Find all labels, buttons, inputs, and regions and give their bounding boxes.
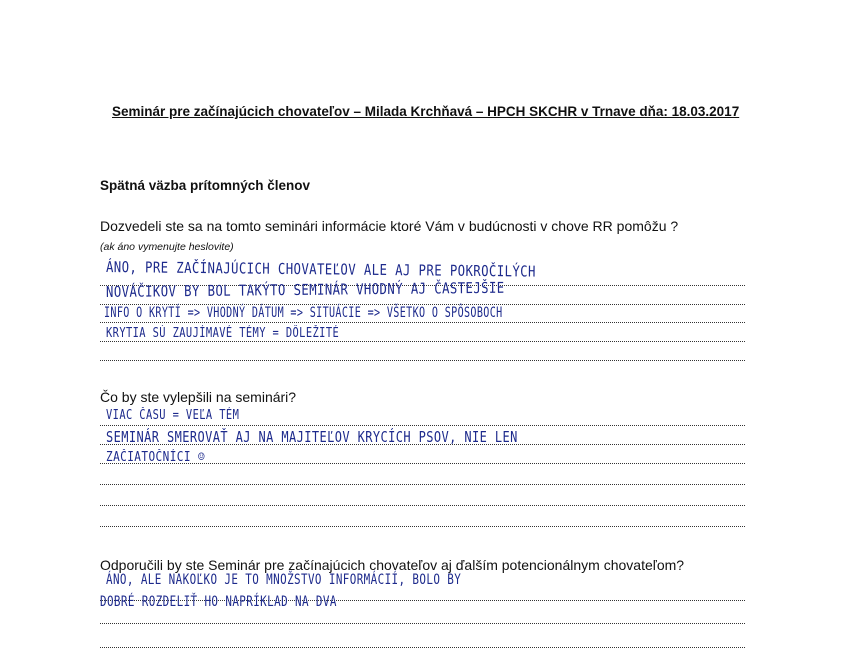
- answer-line: [100, 623, 745, 624]
- question-1-hint: (ak áno vymenujte heslovite): [100, 241, 234, 253]
- handwritten-answer-3-line-1: ÁNO, ALE NAKOĽKO JE TO MNOŽSTVO INFORMÁCIÍ, BOLO BY: [106, 572, 462, 588]
- answer-line: [100, 425, 745, 426]
- section-heading: Spätná väzba prítomných členov: [100, 178, 311, 193]
- question-3-text: Odporučili by ste Seminár pre začínajúcich chovateľov aj ďalším potencionálnym chovateľom?: [100, 557, 685, 573]
- answer-line: [100, 322, 745, 323]
- answer-line: [100, 341, 745, 342]
- question-1-text: Dozvedeli ste sa na tomto seminári informácie ktoré Vám v budúcnosti v chove RR pomôžu ?: [100, 218, 679, 234]
- answer-line: [100, 505, 745, 506]
- handwritten-answer-2-line-2: SEMINÁR SMEROVAŤ AJ NA MAJITEĽOV KRYCÍCH PSOV, NIE LEN: [106, 428, 518, 446]
- answer-line: [100, 360, 745, 361]
- handwritten-answer-1-line-4: KRYTIA SÚ ZAUJÍMAVÉ TÉMY = DÔLEŽITÉ: [106, 326, 340, 341]
- answer-line: [100, 484, 745, 485]
- handwritten-answer-1-line-1: ÁNO, PRE ZAČÍNAJÚCICH CHOVATEĽOV ALE AJ PRE POKROČILÝCH: [105, 258, 536, 281]
- question-2-text: Čo by ste vylepšili na seminári?: [100, 389, 297, 405]
- answer-line: [100, 647, 745, 648]
- document-title: Seminár pre začínajúcich chovateľov – Milada Krchňavá – HPCH SKCHR v Trnave dňa: 18.03.2017: [112, 104, 740, 119]
- answer-line: [100, 526, 745, 527]
- handwritten-answer-2-line-3: ZAČIATOČNÍCI ☺: [106, 450, 206, 465]
- handwritten-answer-1-line-2: NOVÁČIKOV BY BOL TAKÝTO SEMINÁR VHODNÝ AJ ČASTEJŠIE: [105, 278, 505, 301]
- handwritten-answer-1-line-3: INFO O KRYTÍ => VHODNÝ DÁTUM => SITUÁCIE => VŠETKO O SPÔSOBOCH: [104, 305, 503, 321]
- handwritten-answer-3-line-2: DOBRÉ ROZDELIŤ HO NAPRÍKLAD NA DVA: [100, 594, 337, 610]
- handwritten-answer-2-line-1: VIAC ČASU = VEĽA TÉM: [106, 408, 240, 423]
